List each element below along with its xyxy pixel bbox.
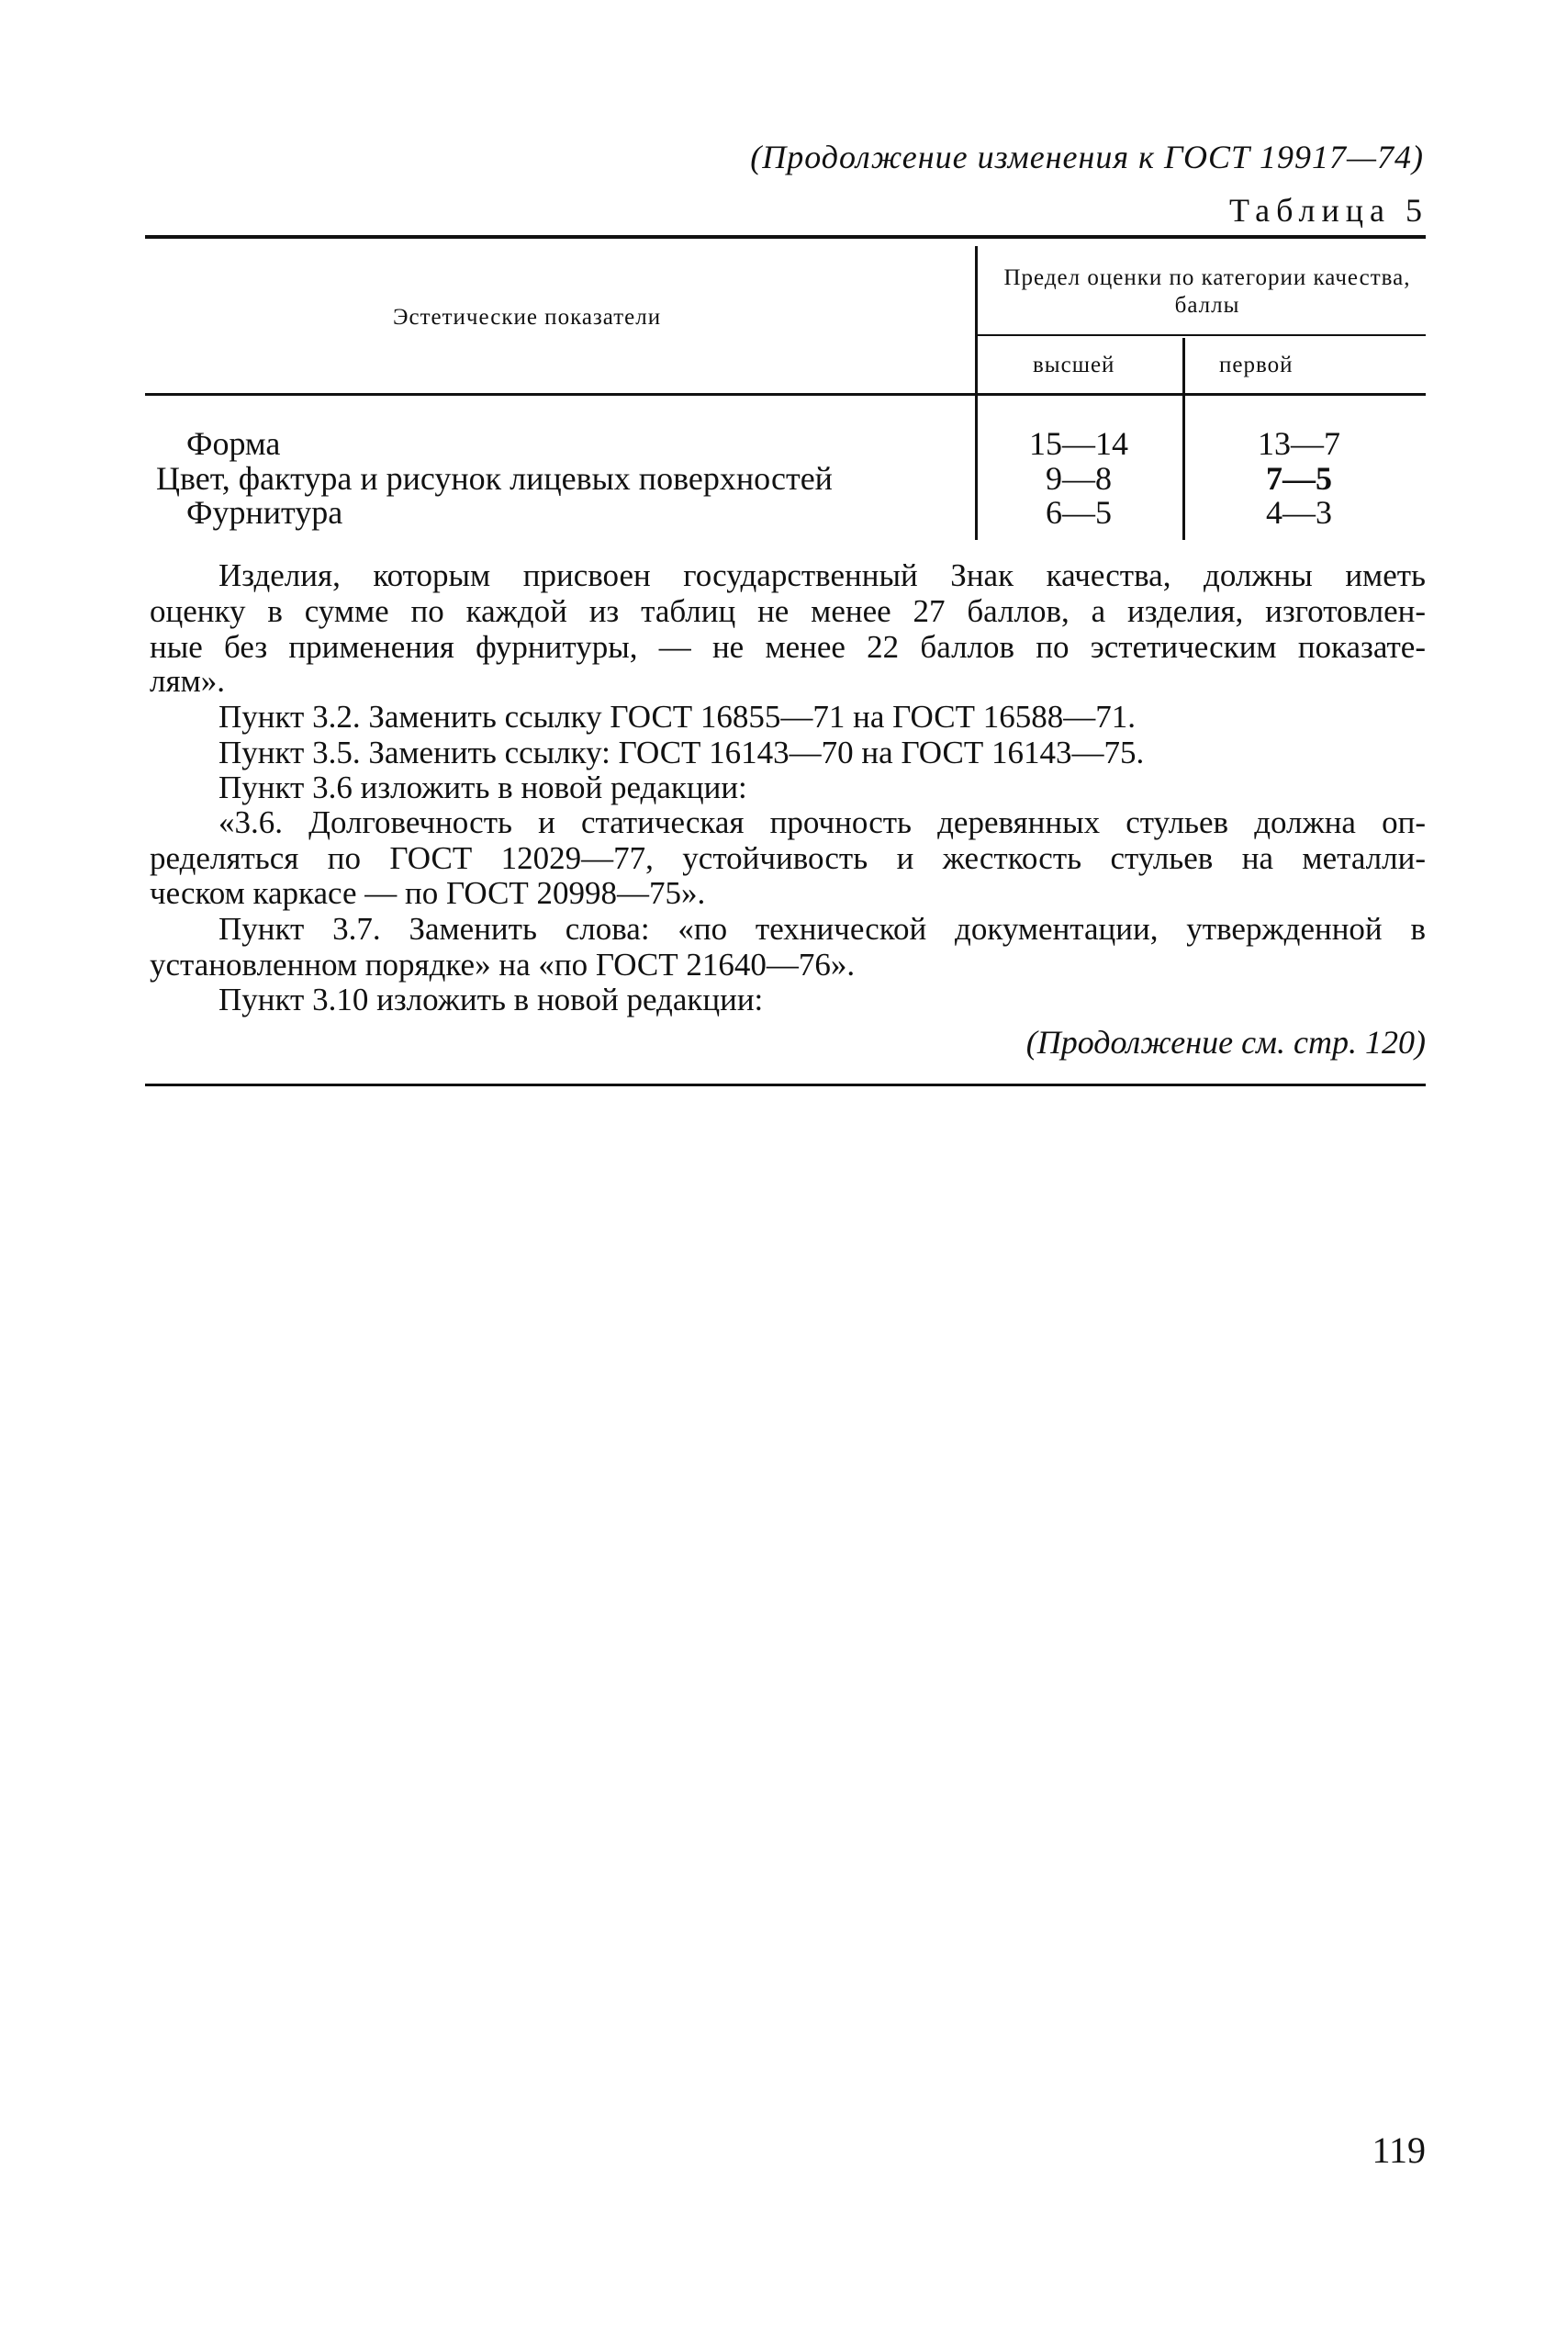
table-row-label: Форма: [186, 425, 281, 462]
paragraph-line: ные без применения фурнитуры, — не менее 22 баллов по эстетическим показате-: [150, 629, 1426, 665]
header-continuation-note: (Продолжение изменения к ГОСТ 19917—74): [750, 139, 1424, 175]
table-row-label: Фурнитура: [186, 494, 343, 531]
paragraph-line: Изделия, которым присвоен государственный Знак качества, должны иметь: [218, 557, 1426, 593]
table-header-bottom-rule: [145, 393, 1426, 396]
table-cell-first: 13—7: [1258, 425, 1340, 462]
paragraph-line: установленном порядке» на «по ГОСТ 21640—76».: [150, 947, 856, 983]
table-divider-subcols: [1182, 338, 1185, 540]
column-header-first-category: первой: [1219, 353, 1294, 377]
paragraph-item-3-5: Пункт 3.5. Заменить ссылку: ГОСТ 16143—70 на ГОСТ 16143—75.: [218, 735, 1145, 770]
column-header-indicators: Эстетические показатели: [393, 305, 662, 330]
table-cell-first: 7—5: [1266, 460, 1332, 497]
paragraph-line: «3.6. Долговечность и статическая прочность деревянных стульев должна оп-: [218, 804, 1426, 840]
table-cell-top: 15—14: [1029, 425, 1128, 462]
paragraph-item-3-10-intro: Пункт 3.10 изложить в новой редакции:: [218, 982, 764, 1017]
paragraph-item-3-6-intro: Пункт 3.6 изложить в новой редакции:: [218, 770, 747, 805]
paragraph-line: ческом каркасе — по ГОСТ 20998—75».: [150, 875, 706, 911]
paragraph-item-3-2: Пункт 3.2. Заменить ссылку ГОСТ 16855—71 на ГОСТ 16588—71.: [218, 699, 1136, 735]
continuation-note: (Продолжение см. стр. 120): [1025, 1024, 1426, 1061]
table-divider-main: [975, 246, 978, 540]
column-header-score-range: Предел оценки по категории качества, баллы: [1003, 265, 1411, 318]
table-row-label: Цвет, фактура и рисунок лицевых поверхностей: [156, 460, 833, 497]
table-cell-top: 9—8: [1046, 460, 1112, 497]
paragraph-line: оценку в сумме по каждой из таблиц не менее 27 баллов, а изделия, изготовлен-: [150, 593, 1426, 629]
table-cell-first: 4—3: [1266, 494, 1332, 531]
paragraph-line: ределяться по ГОСТ 12029—77, устойчивость и жесткость стульев на металли-: [150, 840, 1426, 876]
table-header-inner-rule: [975, 334, 1426, 336]
table-label: Таблица 5: [1229, 192, 1428, 229]
table-cell-top: 6—5: [1046, 494, 1112, 531]
paragraph-line: лям».: [150, 663, 225, 699]
table-top-rule: [145, 235, 1426, 239]
column-header-top-category: высшей: [1033, 353, 1115, 377]
paragraph-line: Пункт 3.7. Заменить слова: «по технической документации, утвержденной в: [218, 911, 1426, 947]
page-number: 119: [1372, 2129, 1426, 2171]
page-bottom-rule: [145, 1084, 1426, 1086]
